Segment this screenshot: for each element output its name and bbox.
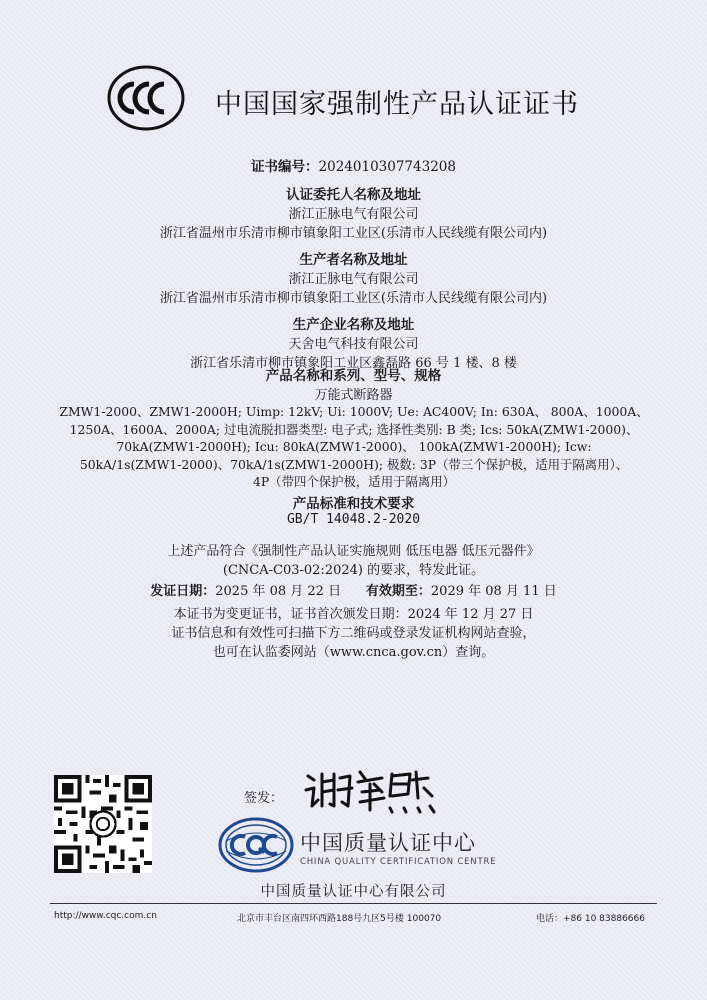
- product-spec-line: 1250A、1600A、2000A; 过电流脱扣器类型: 电子式; 选择性类别: B 类; Ics: 50kA(ZMW1-2000)、: [69, 421, 639, 437]
- note-line: 也可在认监委网站（www.cnca.gov.cn）查询。: [212, 645, 495, 660]
- note-line: 本证书为变更证书，证书首次颁发日期：2024 年 12 月 27 日: [173, 607, 534, 622]
- certificate-number: [50, 155, 657, 175]
- certificate-number-value: 2024010307743208: [318, 159, 456, 175]
- signature-label: 签发：: [244, 791, 284, 806]
- note-line: 证书信息和有效性可扫描下方二维码或登录发证机构网站查验，: [171, 626, 536, 641]
- footer-url-link[interactable]: http://www.cqc.com.cn: [54, 911, 157, 921]
- product-section: [50, 364, 657, 403]
- cqc-logo-icon: [218, 817, 294, 873]
- dates-row: [50, 580, 657, 599]
- footer-address: 北京市丰台区南四环西路188号九区5号楼 100070: [237, 914, 442, 924]
- product-spec: [56, 403, 652, 491]
- expiry-date-value: 2029 年 08 月 11 日: [430, 584, 557, 599]
- manufacturer-heading: 生产者名称及地址: [299, 252, 408, 268]
- product-heading: 产品名称和系列、型号、规格: [265, 368, 442, 384]
- footer-phone: 电话：+86 10 83886666: [536, 914, 645, 924]
- conformity-statement: [50, 540, 657, 578]
- issue-date-label: 发证日期：: [150, 584, 216, 599]
- factory-address: 浙江省乐清市柳市镇象阳工业区鑫磊路 66 号 1 楼、8 楼: [190, 356, 517, 371]
- conformity-line-2: (CNCA-C03-02:2024) 的要求，特发此证。: [222, 563, 485, 578]
- standard-section: [50, 492, 657, 527]
- factory-heading: 生产企业名称及地址: [292, 317, 415, 333]
- applicant-name: 浙江正脉电气有限公司: [288, 207, 419, 222]
- manufacturer-name: 浙江正脉电气有限公司: [288, 272, 419, 287]
- factory-name: 天舍电气科技有限公司: [288, 337, 419, 352]
- signature-icon: [300, 762, 450, 817]
- footer-divider: [50, 903, 657, 904]
- manufacturer-section: [50, 248, 657, 306]
- notes-block: [50, 605, 657, 662]
- cqc-logo-en-text: CHINA QUALITY CERTIFICATION CENTRE: [300, 857, 497, 867]
- product-spec-line: 4P（带四个保护极，适用于隔离用）: [252, 474, 456, 490]
- qr-code[interactable]: [54, 775, 152, 873]
- certificate-title: 中国国家强制性产品认证证书: [215, 89, 579, 120]
- issuer-org-name: 中国质量认证中心有限公司: [260, 884, 447, 900]
- expiry-date-label: 有效期至：: [365, 584, 431, 599]
- standard-value: GB/T 14048.2-2020: [286, 512, 421, 527]
- issue-date-value: 2025 年 08 月 22 日: [215, 584, 342, 599]
- certificate-number-label: 证书编号：: [251, 159, 319, 175]
- manufacturer-address: 浙江省温州市乐清市柳市镇象阳工业区(乐清市人民线缆有限公司内): [159, 291, 548, 306]
- product-spec-line: 50kA/1s(ZMW1-2000)、70kA/1s(ZMW1-2000H); 极数: 3P（带三个保护极，适用于隔离用）、: [79, 456, 629, 472]
- conformity-line-1: 上述产品符合《强制性产品认证实施规则 低压电器 低压元器件》: [167, 544, 540, 559]
- product-spec-line: ZMW1-2000、ZMW1-2000H; Uimp: 12kV; Ui: 1000V; Ue: AC400V; In: 630A、 800A、1000A、: [59, 404, 649, 419]
- applicant-heading: 认证委托人名称及地址: [286, 187, 421, 203]
- cqc-logo-cn-text: 中国质量认证中心: [300, 831, 476, 855]
- product-name: 万能式断路器: [314, 388, 393, 403]
- factory-section: [50, 313, 657, 371]
- ccc-mark-icon: [107, 65, 185, 131]
- applicant-section: [50, 183, 657, 241]
- applicant-address: 浙江省温州市乐清市柳市镇象阳工业区(乐清市人民线缆有限公司内): [159, 226, 548, 241]
- product-spec-line: 70kA(ZMW1-2000H); Icu: 80kA(ZMW1-2000)、 100kA(ZMW1-2000H); Icw:: [116, 439, 592, 455]
- standard-heading: 产品标准和技术要求: [292, 496, 415, 512]
